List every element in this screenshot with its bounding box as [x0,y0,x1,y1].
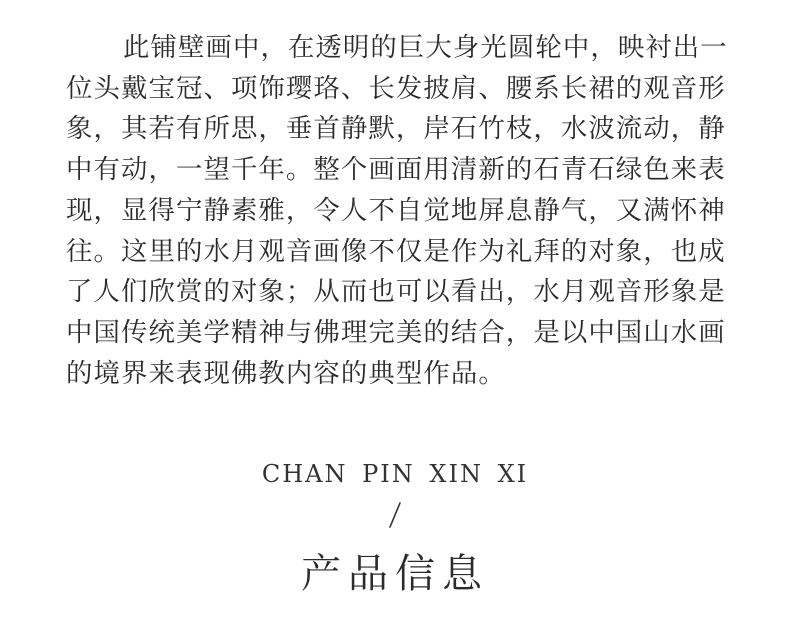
section-title-divider [0,500,790,534]
paragraph-line: 了人们欣赏的对象；从而也可以看出，水月观音形象是 [66,276,726,308]
paragraph-line: 的境界来表现佛教内容的典型作品。 [66,357,506,389]
slash-divider-icon [385,500,405,530]
paragraph-line: 此铺壁画中，在透明的巨大身光圆轮中，映衬出一 [123,32,728,63]
paragraph-line: 现，显得宁静素雅，令人不自觉地屏息静气，又满怀神 [66,194,726,226]
section-title-chinese: 产品信息 [301,551,489,597]
section-title-pinyin: CHAN PIN XIN XI [261,460,529,488]
paragraph-line: 往。这里的水月观音画像不仅是作为礼拜的对象，也成 [66,235,726,267]
paragraph-line: 位头戴宝冠、项饰璎珞、长发披肩、腰系长裙的观音形 [66,72,726,104]
paragraph-line: 中国传统美学精神与佛理完美的结合，是以中国山水画 [66,316,726,348]
body-paragraph [66,28,726,394]
paragraph-line: 中有动，一望千年。整个画面用清新的石青石绿色来表 [66,154,726,186]
paragraph-line: 象，其若有所思，垂首静默，岸石竹枝，水波流动，静 [66,113,726,145]
